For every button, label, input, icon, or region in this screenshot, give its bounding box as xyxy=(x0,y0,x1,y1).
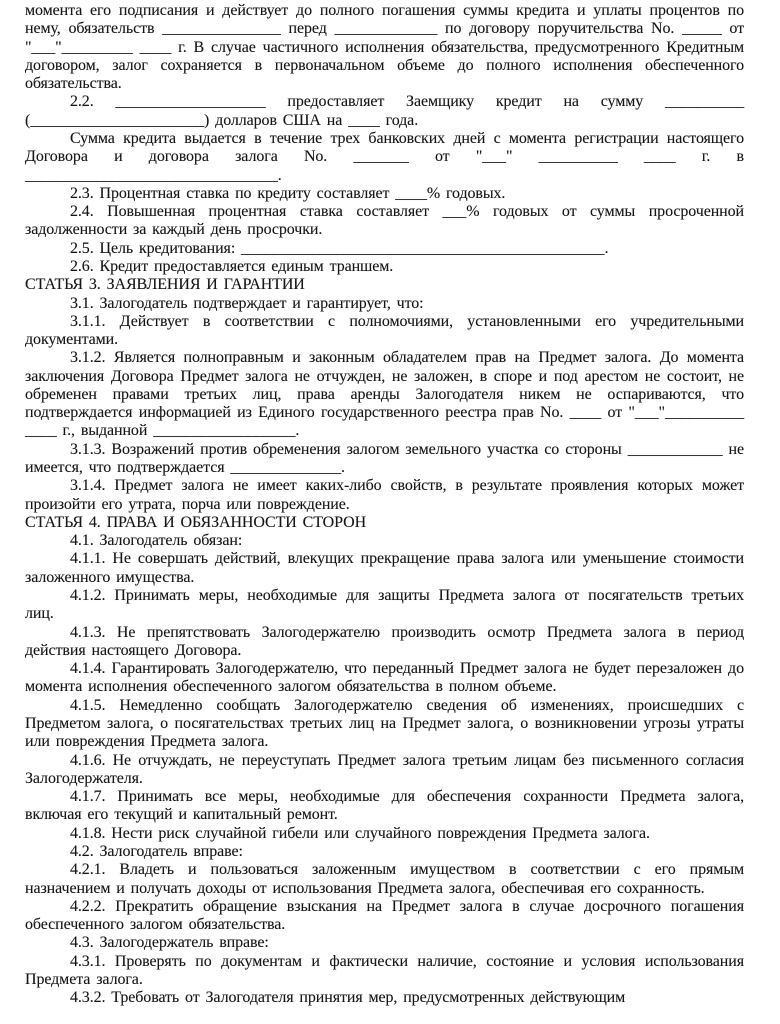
clause-4-3-1: 4.3.1. Проверять по документам и фактически наличие, состояние и условия использования Предмета залога. xyxy=(25,952,744,988)
clause-4-1-2: 4.1.2. Принимать меры, необходимые для защиты Предмета залога от посягательств третьих лиц. xyxy=(25,587,744,623)
clause-4-1-1: 4.1.1. Не совершать действий, влекущих прекращение права залога или уменьшение стоимости заложенного имущества. xyxy=(25,550,744,586)
clause-3-1-2: 3.1.2. Является полноправным и законным обладателем прав на Предмет залога. До момента заключения Договора Предмет залога не отчужден, не заложен, в споре и под арестом не состоит, не обременен правами третьих лиц, права аренды Залогодателя никем не оспариваются, что подтверждается информацией из Единого государственного реестра прав No. ____ от "___"__________ ____ г., выданной __________________. xyxy=(25,349,744,440)
article-4-heading: СТАТЬЯ 4. ПРАВА И ОБЯЗАННОСТИ СТОРОН xyxy=(25,513,367,531)
clause-4-1-7: 4.1.7. Принимать все меры, необходимые для обеспечения сохранности Предмета залога, включая его текущий и капитальный ремонт. xyxy=(25,788,744,824)
clause-3-1-4: 3.1.4. Предмет залога не имеет каких-либо свойств, в результате проявления которых может произойти его утрата, порча или повреждение. xyxy=(25,477,744,513)
clause-4-1-4: 4.1.4. Гарантировать Залогодержателю, что переданный Предмет залога не будет перезаложен до момента исполнения обеспеченного залогом обязательства в полном объеме. xyxy=(25,660,744,696)
clause-4-1-8: 4.1.8. Нести риск случайной гибели или случайного повреждения Предмета залога. xyxy=(70,824,650,842)
clause-2-6: 2.6. Кредит предоставляется единым траншем. xyxy=(70,257,394,275)
paragraph-continuation: момента его подписания и действует до полного погашения суммы кредита и уплаты процентов по нему, обязательств _______________ перед _____________ по договору поручительства No. _____ от "___"_________ ____ г. В случае частичного исполнения обязательства, предусмотренного Кредитным договором, залог сохраняется в первоначальном объеме до полного исполнения обеспеченного обязательства. xyxy=(25,2,744,93)
clause-2-3: 2.3. Процентная ставка по кредиту составляет ____% годовых. xyxy=(70,184,506,202)
clause-4-3-2: 4.3.2. Требовать от Залогодателя принятия мер, предусмотренных действующим xyxy=(70,989,626,1007)
clause-4-3: 4.3. Залогодержатель вправе: xyxy=(70,934,269,952)
clause-3-1: 3.1. Залогодатель подтверждает и гарантирует, что: xyxy=(70,294,424,312)
clause-2-2: 2.2. ___________________ предоставляет Заемщику кредит на сумму __________ (______________________) долларов США на ____ года. xyxy=(25,93,744,129)
clause-4-2-2: 4.2.2. Прекратить обращение взыскания на Предмет залога в случае досрочного погашения обеспеченного залогом обязательства. xyxy=(25,897,744,934)
clause-3-1-1: 3.1.1. Действует в соответствии с полномочиями, установленными его учредительными документами. xyxy=(25,312,744,349)
clause-4-1: 4.1. Залогодатель обязан: xyxy=(70,532,243,550)
clause-4-1-6: 4.1.6. Не отчуждать, не переуступать Предмет залога третьим лицам без письменного согласия Залогодержателя. xyxy=(25,751,744,787)
clause-2-4: 2.4. Повышенная процентная ставка составляет ___% годовых от суммы просроченной задолженности за каждый день просрочки. xyxy=(25,203,744,239)
clause-4-2-1: 4.2.1. Владеть и пользоваться заложенным имуществом в соответствии с его прямым назначением и получать доходы от использования Предмета залога, обеспечивая его сохранность. xyxy=(25,861,744,897)
clause-2-2-credit-sum: Сумма кредита выдается в течение трех банковских дней с момента регистрации настоящего Договора и договора залога No. _______ от "___" __________ ____ г. в ________________________________. xyxy=(25,129,744,184)
clause-4-1-5: 4.1.5. Немедленно сообщать Залогодержателю сведения об изменениях, происшедших с Предметом залога, о посягательствах третьих лиц на Предмет залога, о возникновении угрозы утраты или повреждения Предмета залога. xyxy=(25,696,744,751)
clause-4-2: 4.2. Залогодатель вправе: xyxy=(70,842,243,860)
article-3-heading: СТАТЬЯ 3. ЗАЯВЛЕНИЯ И ГАРАНТИИ xyxy=(25,276,305,294)
clause-4-1-3: 4.1.3. Не препятствовать Залогодержателю производить осмотр Предмета залога в период действия настоящего Договора. xyxy=(25,623,744,659)
clause-2-5: 2.5. Цель кредитования: ______________________________________________. xyxy=(70,239,609,257)
clause-3-1-3: 3.1.3. Возражений против обременения залогом земельного участка со стороны ____________ не имеется, что подтверждается ______________. xyxy=(25,440,744,477)
